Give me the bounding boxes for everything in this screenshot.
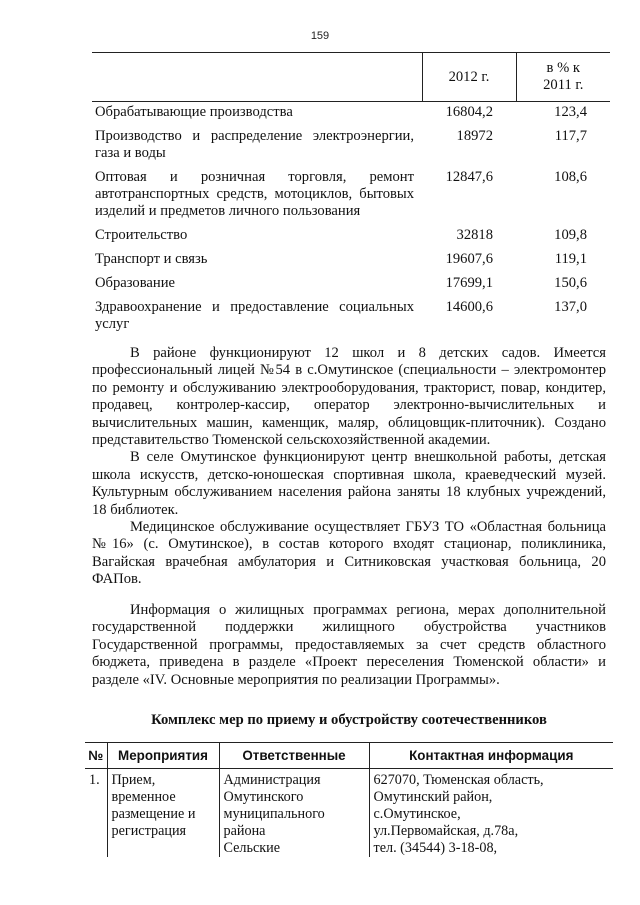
measure-responsible-line: района xyxy=(223,823,266,839)
row-value-2012: 17699,1 xyxy=(445,275,493,291)
row-percent: 137,0 xyxy=(554,299,587,315)
paragraph-housing-programs: Информация о жилищных программах региона, мерах дополнительной государственной поддержки жилищного обустройства участников Государственной программы, предоставляемых за счет средств областного бюджета, приведена в разделе «Проект переселения Тюменской области» и разделе «IV. Основные мероприятия по реализации Программы». xyxy=(92,602,606,688)
measure-event xyxy=(107,769,219,858)
measure-contact-line: ул.Первомайская, д.78а, xyxy=(373,823,519,839)
header-event: Мероприятия xyxy=(107,743,219,769)
row-percent: 119,1 xyxy=(554,251,587,267)
row-name: Здравоохранение и предоставление социальных услуг xyxy=(95,299,414,332)
row-value-2012: 32818 xyxy=(456,227,493,243)
row-value-2012: 16804,2 xyxy=(445,104,493,120)
measure-number: 1. xyxy=(89,772,100,788)
header-responsible: Ответственные xyxy=(219,743,369,769)
row-value-2012: 19607,6 xyxy=(445,251,493,267)
measure-contact-line: тел. (34544) 3-18-08, xyxy=(373,840,498,856)
page-number: 159 xyxy=(310,30,330,42)
measure-event-line: регистрация xyxy=(111,823,187,839)
text-block-housing xyxy=(92,602,606,689)
statistics-row xyxy=(92,249,610,273)
row-name: Обрабатывающие производства xyxy=(95,104,293,120)
measures-table xyxy=(85,742,613,857)
header-number: № xyxy=(85,743,107,769)
measures-title: Комплекс мер по приему и обустройству соотечественников xyxy=(151,712,547,728)
row-name: Производство и распределение электроэнергии, газа и воды xyxy=(95,128,414,161)
measure-event-line: временное xyxy=(111,789,176,805)
statistics-row xyxy=(92,126,610,167)
measure-responsible-line: Омутинского xyxy=(223,789,304,805)
statistics-row xyxy=(92,167,610,225)
measure-contact-line: Омутинский район, xyxy=(373,789,493,805)
measure-responsible-line: муниципального xyxy=(223,806,325,822)
measure-event-line: Прием, xyxy=(111,772,156,788)
row-name: Образование xyxy=(95,275,175,291)
measures-header-row xyxy=(85,743,613,769)
row-name: Оптовая и розничная торговля, ремонт автотранспортных средств, мотоциклов, бытовых изделий и предметов личного пользования xyxy=(95,169,414,219)
measure-contact-line: с.Омутинское, xyxy=(373,806,461,822)
row-percent: 108,6 xyxy=(554,169,587,185)
header-percent-line1: в % к xyxy=(546,60,580,76)
header-2012: 2012 г. xyxy=(422,53,516,102)
measure-contact xyxy=(369,769,613,858)
statistics-table xyxy=(92,52,610,338)
row-value-2012: 14600,6 xyxy=(445,299,493,315)
row-name: Строительство xyxy=(95,227,188,243)
statistics-row xyxy=(92,225,610,249)
statistics-row xyxy=(92,102,610,127)
measure-responsible-line: Сельские xyxy=(223,840,281,856)
measure-contact-line: 627070, Тюменская область, xyxy=(373,772,544,788)
row-percent: 117,7 xyxy=(554,128,587,144)
measure-event-line: размещение и xyxy=(111,806,196,822)
header-contact: Контактная информация xyxy=(369,743,613,769)
statistics-row xyxy=(92,297,610,338)
header-name xyxy=(92,53,422,102)
paragraph-culture: В селе Омутинское функционируют центр внешкольной работы, детская школа искусств, детско-юношеская спортивная школа, краеведческий музей. Культурным обслуживанием населения района заняты 18 клубных учреждений, 18 библиотек. xyxy=(92,449,606,518)
paragraph-schools: В районе функционируют 12 школ и 8 детских садов. Имеется профессиональный лицей №54 в с.Омутинское (специальности – электромонтер по ремонту и обслуживанию электрооборудования, тракторист, повар, кондитер, продавец, контролер-кассир, оператор электронно-вычислительных и вычислительных машин, каменщик, маляр, облицовщик-плиточник). Создано представительство Тюменской сельскохозяйственной академии. xyxy=(92,345,606,449)
paragraph-medical: Медицинское обслуживание осуществляет ГБУЗ ТО «Областная больница №16» (с. Омутинское), в состав которого входят стационар, поликлиника, Вагайская врачебная амбулатория и Ситниковская участковая больница, 20 ФАПов. xyxy=(92,519,606,588)
row-value-2012: 12847,6 xyxy=(445,169,493,185)
row-name: Транспорт и связь xyxy=(95,251,208,267)
statistics-header-row xyxy=(92,53,610,102)
header-percent-line2: 2011 г. xyxy=(543,77,584,93)
row-percent: 150,6 xyxy=(554,275,587,291)
row-percent: 123,4 xyxy=(554,104,587,120)
row-percent: 109,8 xyxy=(554,227,587,243)
row-value-2012: 18972 xyxy=(456,128,493,144)
measure-responsible xyxy=(219,769,369,858)
measure-responsible-line: Администрация xyxy=(223,772,321,788)
measures-row xyxy=(85,769,613,858)
statistics-row xyxy=(92,273,610,297)
text-block-education-health xyxy=(92,345,606,589)
header-percent xyxy=(516,53,610,102)
